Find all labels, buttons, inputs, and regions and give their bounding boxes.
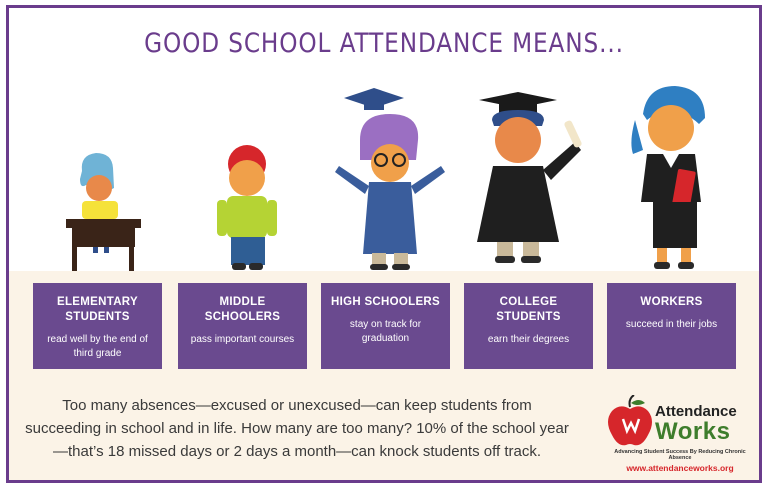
apple-icon: [607, 395, 653, 449]
people-illustration: [9, 8, 759, 271]
card-description: read well by the end of third grade: [47, 334, 148, 359]
card-description: succeed in their jobs: [625, 319, 718, 330]
card-middle-school: [178, 283, 307, 369]
website-link[interactable]: www.attendanceworks.org: [626, 463, 734, 473]
card-title: ELEMENTARY STUDENTS: [57, 296, 138, 323]
card-description: pass important courses: [190, 334, 295, 345]
college-student-figure: [477, 92, 583, 263]
card-elementary: [33, 283, 162, 369]
card-workers: [607, 283, 736, 369]
worker-figure: [631, 86, 705, 269]
logo-name-line1: Attendance: [655, 403, 737, 420]
infographic-frame: [6, 5, 762, 483]
logo-tagline: Advancing Student Success By Reducing Chronic Absence: [614, 449, 746, 461]
card-title: HIGH SCHOOLERS: [331, 296, 440, 308]
card-title: COLLEGE STUDENTS: [496, 296, 561, 323]
attendance-works-logo[interactable]: [605, 391, 755, 481]
card-college: [464, 283, 593, 369]
card-description: earn their degrees: [487, 334, 570, 345]
card-description: stay on track for graduation: [349, 319, 422, 344]
logo-name-line2: Works: [655, 418, 731, 445]
elementary-student-figure: [66, 153, 141, 271]
card-high-school: [321, 283, 450, 369]
middle-schooler-figure: [217, 145, 277, 270]
absence-message: Too many absences—excused or unexcused—can keep students from succeeding in school and in life. How many are too many? 10% of the school year—that’s 18 missed days or 2 days a month—can knock students off track.: [25, 397, 569, 460]
card-title: WORKERS: [640, 296, 703, 308]
high-schooler-figure: [335, 88, 445, 270]
page-title: GOOD SCHOOL ATTENDANCE MEANS...: [144, 28, 624, 59]
card-title: MIDDLE SCHOOLERS: [204, 296, 281, 323]
